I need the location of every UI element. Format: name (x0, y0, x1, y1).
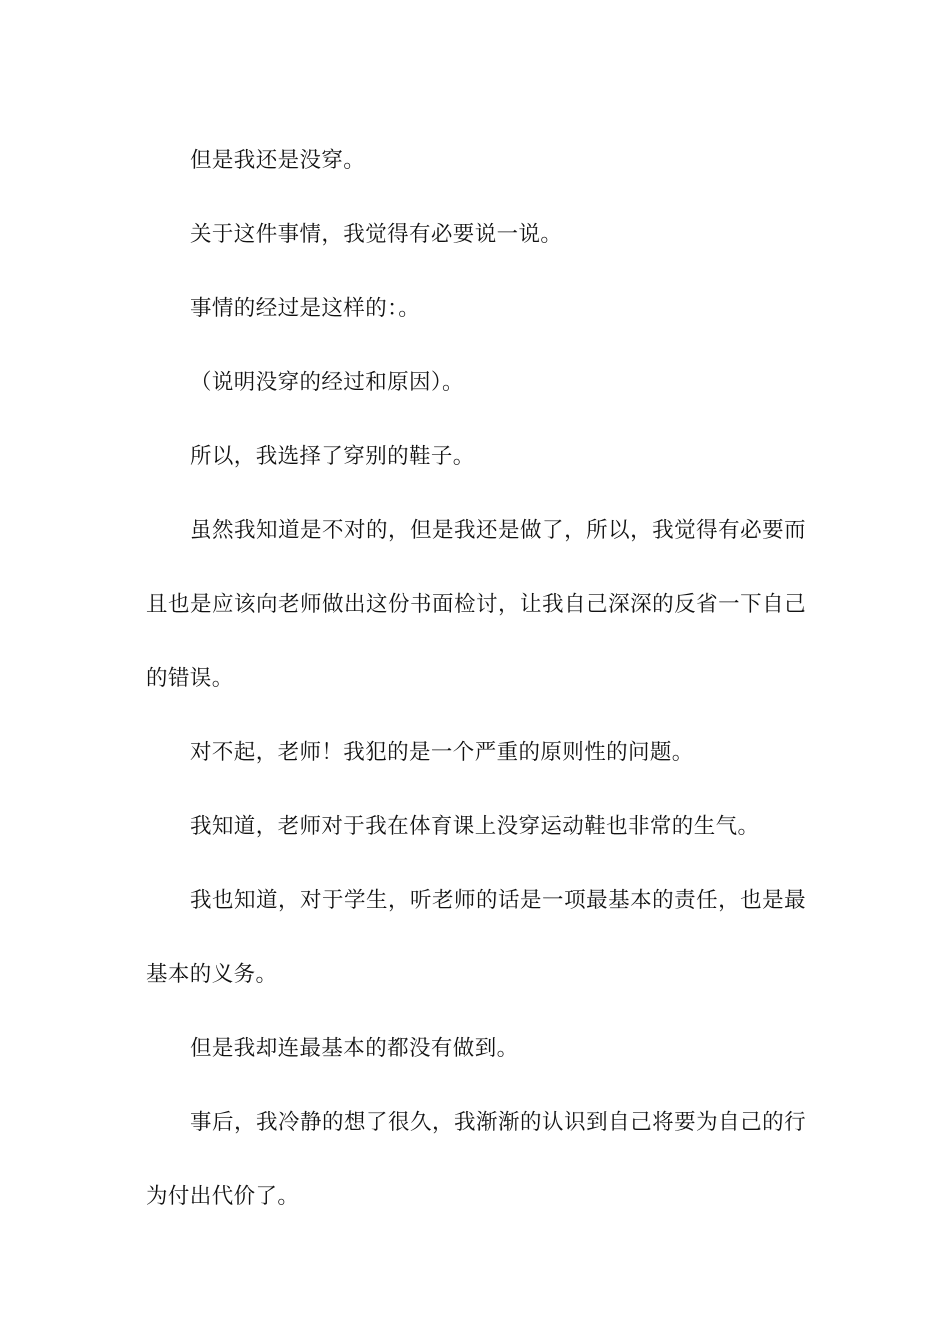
paragraph: 虽然我知道是不对的，但是我还是做了，所以，我觉得有必要而且也是应该向老师做出这份书面检讨，让我自己深深的反省一下自己的错误。 (146, 518, 806, 691)
paragraph: 我也知道，对于学生，听老师的话是一项最基本的责任，也是最基本的义务。 (146, 888, 806, 987)
paragraph: 对不起，老师！我犯的是一个严重的原则性的问题。 (190, 740, 694, 765)
paragraph: （说明没穿的经过和原因）。 (190, 370, 464, 395)
paragraph: 所以，我选择了穿别的鞋子。 (190, 444, 475, 469)
paragraph: 我知道，老师对于我在体育课上没穿运动鞋也非常的生气。 (190, 814, 760, 839)
document-body (146, 124, 806, 1234)
paragraph: 关于这件事情，我觉得有必要说一说。 (190, 222, 563, 247)
paragraph: 事后，我冷静的想了很久，我渐渐的认识到自己将要为自己的行为付出代价了。 (146, 1110, 806, 1209)
paragraph: 事情的经过是这样的：。 (190, 296, 421, 321)
paragraph: 但是我却连最基本的都没有做到。 (190, 1036, 519, 1061)
paragraph: 但是我还是没穿。 (190, 148, 366, 173)
